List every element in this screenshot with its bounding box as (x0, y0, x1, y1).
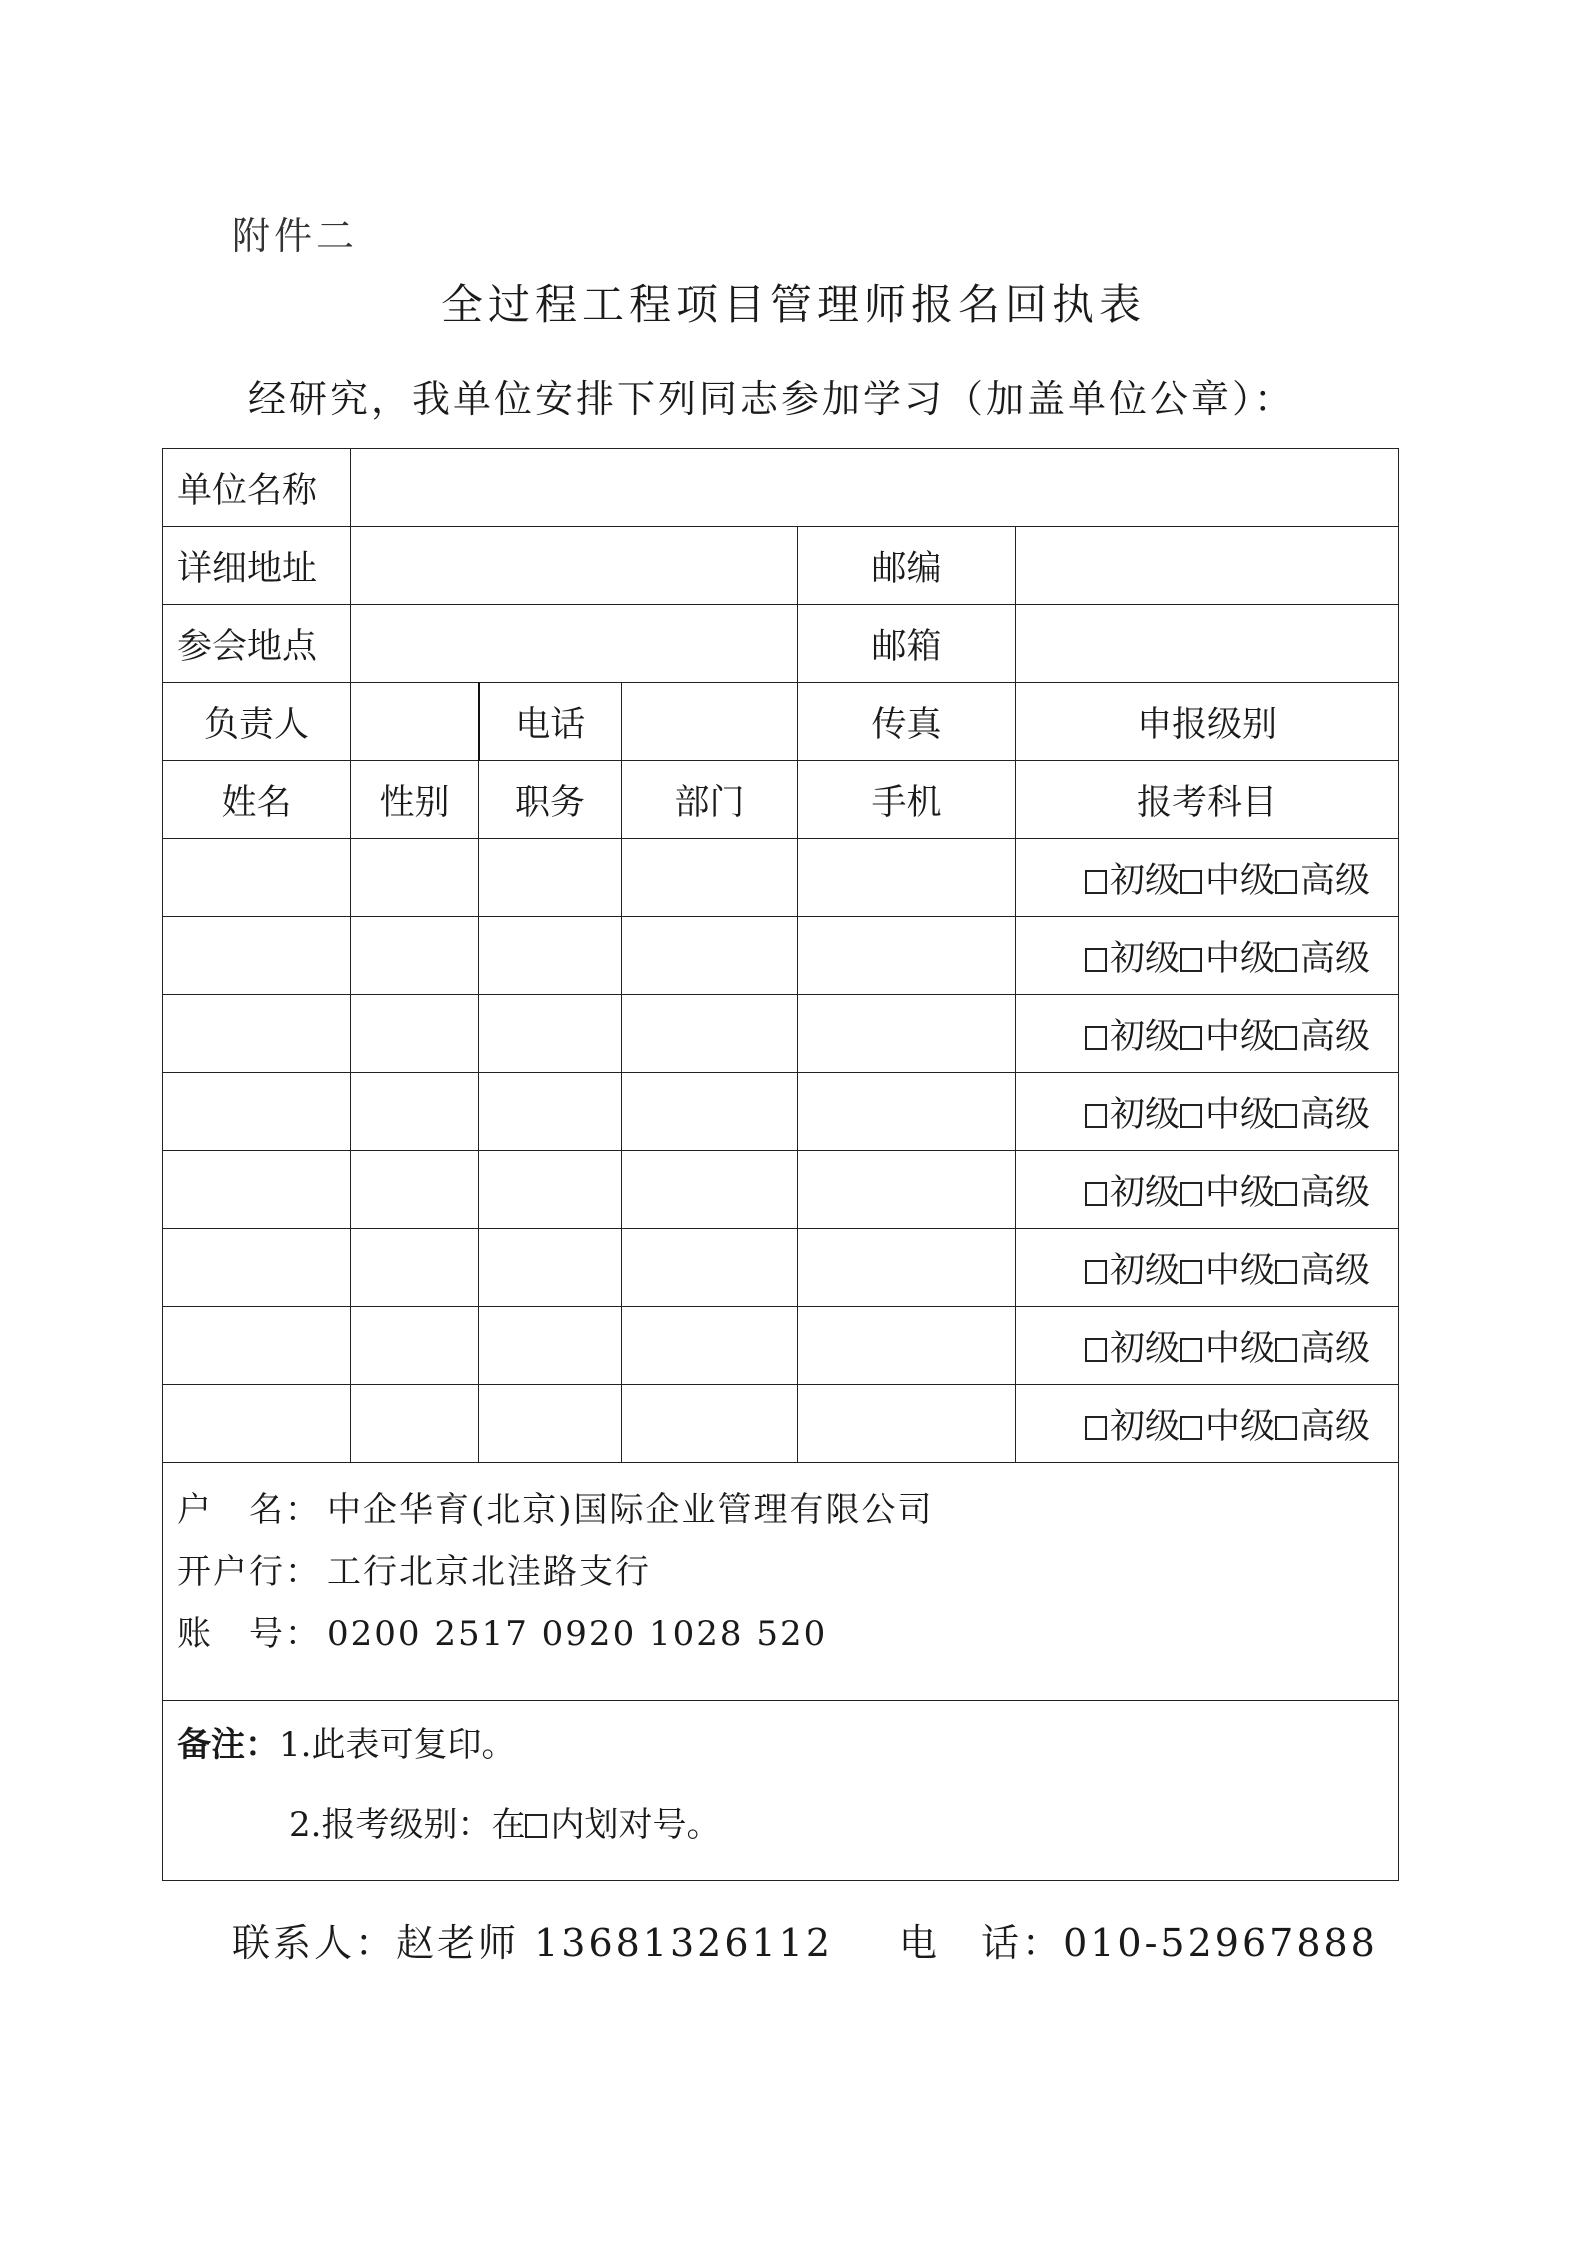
bank-info-row (163, 1463, 1399, 1701)
level-option-label: 初级 (1110, 938, 1181, 979)
form-title: 全过程工程项目管理师报名回执表 (440, 280, 1146, 329)
department-cell[interactable] (622, 1073, 798, 1151)
gender-cell[interactable] (351, 1229, 479, 1307)
participant-row (163, 917, 1399, 995)
name-cell[interactable] (163, 917, 351, 995)
mobile-cell[interactable] (798, 1385, 1016, 1463)
level-option-label: 初级 (1110, 860, 1181, 901)
postcode-field[interactable] (1016, 527, 1399, 605)
name-cell[interactable] (163, 1151, 351, 1229)
participant-row (163, 1151, 1399, 1229)
level-option-label: 中级 (1205, 1172, 1276, 1213)
level-checkbox[interactable] (1180, 1182, 1202, 1206)
level-option-label: 初级 (1110, 1328, 1181, 1369)
participant-row (163, 1229, 1399, 1307)
name-cell[interactable] (163, 995, 351, 1073)
gender-cell[interactable] (351, 1073, 479, 1151)
name-cell[interactable] (163, 1385, 351, 1463)
level-option-label: 高级 (1300, 1250, 1371, 1291)
position-cell[interactable] (479, 1307, 622, 1385)
gender-cell[interactable] (351, 995, 479, 1073)
position-cell[interactable] (479, 1229, 622, 1307)
level-checkbox[interactable] (1275, 1104, 1297, 1128)
level-checkbox[interactable] (1085, 1182, 1107, 1206)
col-mobile: 手机 (798, 761, 1016, 839)
col-name: 姓名 (163, 761, 351, 839)
level-option-label: 中级 (1205, 1406, 1276, 1447)
account-number-line (177, 1603, 1398, 1665)
note-2-suffix: 内划对号。 (550, 1805, 721, 1845)
note-2 (177, 1795, 1398, 1875)
email-field[interactable] (1016, 605, 1399, 683)
level-options-cell (1016, 1073, 1399, 1151)
department-cell[interactable] (622, 839, 798, 917)
address-row (163, 527, 1399, 605)
participant-row (163, 995, 1399, 1073)
contact-person-label: 联系人： (232, 1921, 397, 1965)
account-name-line (177, 1479, 1398, 1541)
level-checkbox[interactable] (1085, 870, 1107, 894)
name-cell[interactable] (163, 1073, 351, 1151)
col-position: 职务 (479, 761, 622, 839)
name-cell[interactable] (163, 839, 351, 917)
gender-cell[interactable] (351, 917, 479, 995)
level-option-label: 初级 (1110, 1094, 1181, 1135)
bank-name-label: 开户行： (177, 1552, 321, 1592)
unit-name-label: 单位名称 (163, 449, 351, 527)
mobile-cell[interactable] (798, 1073, 1016, 1151)
level-option-label: 中级 (1205, 1328, 1276, 1369)
participant-row (163, 839, 1399, 917)
venue-label: 参会地点 (163, 605, 351, 683)
email-label: 邮箱 (798, 605, 1016, 683)
level-option-label: 中级 (1205, 860, 1276, 901)
position-cell[interactable] (479, 1385, 622, 1463)
position-cell[interactable] (479, 917, 622, 995)
checkbox-icon (525, 1814, 547, 1838)
venue-row (163, 605, 1399, 683)
level-checkbox[interactable] (1180, 1026, 1202, 1050)
gender-cell[interactable] (351, 839, 479, 917)
level-checkbox[interactable] (1275, 1416, 1297, 1440)
account-name-label: 户 名： (177, 1490, 321, 1530)
level-checkbox[interactable] (1180, 948, 1202, 972)
mobile-cell[interactable] (798, 1307, 1016, 1385)
department-cell[interactable] (622, 917, 798, 995)
level-checkbox[interactable] (1180, 1260, 1202, 1284)
participant-row (163, 1385, 1399, 1463)
address-label: 详细地址 (163, 527, 351, 605)
level-option-label: 初级 (1110, 1172, 1181, 1213)
intro-text: 经研究，我单位安排下列同志参加学习（加盖单位公章）： (248, 377, 1296, 421)
participant-row (163, 1073, 1399, 1151)
level-checkbox[interactable] (1085, 1416, 1107, 1440)
level-option-label: 中级 (1205, 1250, 1276, 1291)
mobile-cell[interactable] (798, 839, 1016, 917)
attachment-label: 附件二 (232, 214, 359, 258)
mobile-cell[interactable] (798, 995, 1016, 1073)
person-in-charge-field[interactable] (351, 683, 479, 761)
level-checkbox[interactable] (1275, 1026, 1297, 1050)
contact-phone: 010-52967888 (1063, 1921, 1378, 1965)
unit-name-row (163, 449, 1399, 527)
level-option-label: 高级 (1300, 1172, 1371, 1213)
level-checkbox[interactable] (1275, 870, 1297, 894)
bank-info (163, 1463, 1399, 1701)
position-cell[interactable] (479, 995, 622, 1073)
contact-info-row (163, 683, 1399, 761)
account-name-value: 中企华育(北京)国际企业管理有限公司 (327, 1490, 934, 1530)
fax-label: 传真 (798, 683, 1016, 761)
name-cell[interactable] (163, 1307, 351, 1385)
bank-name-value: 工行北京北洼路支行 (327, 1552, 651, 1592)
level-options-cell (1016, 1151, 1399, 1229)
level-checkbox[interactable] (1180, 1416, 1202, 1440)
note-1-text: 1.此表可复印。 (279, 1725, 516, 1765)
level-option-label: 高级 (1300, 938, 1371, 979)
venue-field[interactable] (351, 605, 798, 683)
postcode-label: 邮编 (798, 527, 1016, 605)
level-option-label: 高级 (1300, 1328, 1371, 1369)
gender-cell[interactable] (351, 1151, 479, 1229)
col-subject: 报考科目 (1016, 761, 1399, 839)
mobile-cell[interactable] (798, 1229, 1016, 1307)
level-checkbox[interactable] (1275, 1260, 1297, 1284)
level-option-label: 初级 (1110, 1250, 1181, 1291)
registration-table (162, 448, 1399, 1881)
unit-name-field[interactable] (351, 449, 1399, 527)
col-department: 部门 (622, 761, 798, 839)
gender-cell[interactable] (351, 1385, 479, 1463)
level-checkbox[interactable] (1180, 1338, 1202, 1362)
level-option-label: 高级 (1300, 1016, 1371, 1057)
position-cell[interactable] (479, 1073, 622, 1151)
phone-field[interactable] (622, 683, 798, 761)
level-checkbox[interactable] (1085, 1338, 1107, 1362)
participant-row (163, 1307, 1399, 1385)
department-cell[interactable] (622, 1151, 798, 1229)
contact-line (232, 1912, 1378, 1967)
position-cell[interactable] (479, 839, 622, 917)
position-cell[interactable] (479, 1151, 622, 1229)
level-options-cell (1016, 1229, 1399, 1307)
level-option-label: 高级 (1300, 1094, 1371, 1135)
level-option-label: 中级 (1205, 938, 1276, 979)
mobile-cell[interactable] (798, 917, 1016, 995)
level-option-label: 初级 (1110, 1016, 1181, 1057)
level-option-label: 中级 (1205, 1016, 1276, 1057)
level-option-label: 初级 (1110, 1406, 1181, 1447)
level-options-cell (1016, 917, 1399, 995)
department-cell[interactable] (622, 995, 798, 1073)
column-header-row (163, 761, 1399, 839)
level-checkbox[interactable] (1275, 1182, 1297, 1206)
name-cell[interactable] (163, 1229, 351, 1307)
level-options-cell (1016, 839, 1399, 917)
department-cell[interactable] (622, 1229, 798, 1307)
contact-person: 赵老师 13681326112 (396, 1921, 834, 1965)
level-options-cell (1016, 1385, 1399, 1463)
phone-label: 电话 (479, 683, 622, 761)
level-label: 申报级别 (1016, 683, 1399, 761)
account-number-label: 账 号： (177, 1614, 321, 1654)
notes (163, 1701, 1399, 1881)
notes-label: 备注： (177, 1725, 279, 1765)
person-in-charge-label: 负责人 (163, 683, 351, 761)
level-checkbox[interactable] (1085, 1260, 1107, 1284)
account-number-value: 0200 2517 0920 1028 520 (327, 1614, 828, 1654)
level-checkbox[interactable] (1180, 870, 1202, 894)
department-cell[interactable] (622, 1307, 798, 1385)
department-cell[interactable] (622, 1385, 798, 1463)
contact-phone-label: 电 话： (899, 1921, 1064, 1965)
level-option-label: 高级 (1300, 1406, 1371, 1447)
bank-name-line (177, 1541, 1398, 1603)
level-option-label: 高级 (1300, 860, 1371, 901)
col-gender: 性别 (351, 761, 479, 839)
mobile-cell[interactable] (798, 1151, 1016, 1229)
level-checkbox[interactable] (1085, 948, 1107, 972)
level-checkbox[interactable] (1085, 1026, 1107, 1050)
notes-row (163, 1701, 1399, 1881)
level-checkbox[interactable] (1275, 1338, 1297, 1362)
address-field[interactable] (351, 527, 798, 605)
gender-cell[interactable] (351, 1307, 479, 1385)
note-2-prefix: 2.报考级别：在 (289, 1805, 526, 1845)
level-options-cell (1016, 1307, 1399, 1385)
level-checkbox[interactable] (1180, 1104, 1202, 1128)
note-1 (177, 1715, 1398, 1795)
level-checkbox[interactable] (1085, 1104, 1107, 1128)
level-option-label: 中级 (1205, 1094, 1276, 1135)
level-checkbox[interactable] (1275, 948, 1297, 972)
level-options-cell (1016, 995, 1399, 1073)
